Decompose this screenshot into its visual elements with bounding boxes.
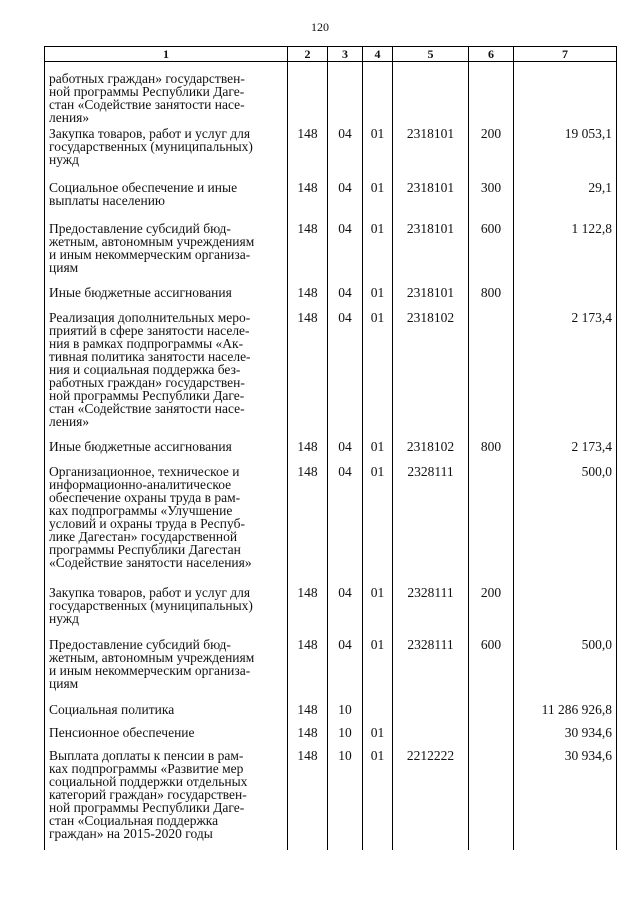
cell-name: Закупка товаров, работ и услуг для государственных (муниципальных) нужд (45, 127, 288, 181)
cell-sec: 04 (328, 181, 363, 222)
cell-name: Организационное, техническое и информационно-аналитическое обеспечение охраны труда в рам- ках подпрограммы «Улучшение условий и охраны труда в Респуб- лике Дагестан» государственной программы Республики Дагестан «Содействие занятости населения» (45, 465, 288, 586)
cell-vr: 800 (469, 440, 514, 465)
cell-vr (469, 465, 514, 586)
cell-sum: 2 173,4 (514, 311, 617, 440)
cell-csr: 2318101 (393, 181, 469, 222)
cell-adm: 148 (288, 638, 328, 703)
cell-vr (469, 703, 514, 726)
cell-sum: 500,0 (514, 465, 617, 586)
table-header-row (45, 47, 617, 62)
cell-name: Предоставление субсидий бюд- жетным, автономным учреждениям и иным некоммерческим организа- циям (45, 222, 288, 286)
cell-sec: 04 (328, 286, 363, 311)
cell-csr: 2318101 (393, 127, 469, 181)
cell-sec: 04 (328, 638, 363, 703)
column-header: 2 (288, 47, 328, 62)
cell-sub: 01 (363, 465, 393, 586)
cell-adm: 148 (288, 703, 328, 726)
page-number: 120 (311, 20, 329, 34)
cell-sum: 2 173,4 (514, 440, 617, 465)
cell-sum (514, 586, 617, 638)
cell-name: Предоставление субсидий бюд- жетным, автономным учреждениям и иным некоммерческим организа- циям (45, 638, 288, 703)
table-row (45, 586, 617, 638)
cell-sub (363, 62, 393, 128)
cell-sec: 04 (328, 586, 363, 638)
cell-sub (363, 703, 393, 726)
cell-sec: 10 (328, 726, 363, 749)
cell-sub: 01 (363, 181, 393, 222)
cell-sub: 01 (363, 749, 393, 850)
table-row (45, 222, 617, 286)
cell-sec: 04 (328, 440, 363, 465)
cell-sum: 30 934,6 (514, 726, 617, 749)
cell-adm: 148 (288, 440, 328, 465)
cell-name: Социальная политика (45, 703, 288, 726)
cell-adm: 148 (288, 311, 328, 440)
cell-csr: 2318101 (393, 286, 469, 311)
table-row (45, 62, 617, 128)
cell-vr: 200 (469, 127, 514, 181)
cell-sub: 01 (363, 311, 393, 440)
cell-vr: 200 (469, 586, 514, 638)
cell-name: Закупка товаров, работ и услуг для государственных (муниципальных) нужд (45, 586, 288, 638)
cell-sub: 01 (363, 638, 393, 703)
table-row (45, 440, 617, 465)
table-row (45, 726, 617, 749)
cell-adm: 148 (288, 726, 328, 749)
cell-adm: 148 (288, 286, 328, 311)
cell-csr: 2328111 (393, 586, 469, 638)
cell-csr: 2328111 (393, 465, 469, 586)
table-row (45, 465, 617, 586)
cell-name: работных граждан» государствен- ной программы Республики Даге- стан «Содействие занятости насе- ления» (45, 62, 288, 128)
cell-adm: 148 (288, 586, 328, 638)
cell-vr: 600 (469, 222, 514, 286)
cell-csr (393, 62, 469, 128)
cell-name: Иные бюджетные ассигнования (45, 286, 288, 311)
cell-sum (514, 286, 617, 311)
cell-vr (469, 311, 514, 440)
cell-sum: 500,0 (514, 638, 617, 703)
cell-sec: 04 (328, 311, 363, 440)
cell-adm (288, 62, 328, 128)
cell-sec: 10 (328, 749, 363, 850)
cell-sub: 01 (363, 222, 393, 286)
cell-vr (469, 726, 514, 749)
cell-sum: 29,1 (514, 181, 617, 222)
table-row (45, 311, 617, 440)
cell-name: Реализация дополнительных меро- приятий в сфере занятости населе- ния в рамках подпрограммы «Ак- тивная политика занятости населе- ния и социальная поддержка без- работных граждан» государствен- ной программы Республики Даге- стан «Содействие занятости насе- ления» (45, 311, 288, 440)
budget-table (44, 46, 617, 850)
cell-sum: 11 286 926,8 (514, 703, 617, 726)
cell-csr (393, 703, 469, 726)
column-header: 3 (328, 47, 363, 62)
column-header: 6 (469, 47, 514, 62)
cell-name: Пенсионное обеспечение (45, 726, 288, 749)
column-header: 5 (393, 47, 469, 62)
cell-sum: 1 122,8 (514, 222, 617, 286)
table-row (45, 703, 617, 726)
cell-adm: 148 (288, 181, 328, 222)
cell-vr: 600 (469, 638, 514, 703)
cell-sec (328, 62, 363, 128)
cell-sec: 04 (328, 127, 363, 181)
cell-sum: 30 934,6 (514, 749, 617, 850)
cell-csr: 2318101 (393, 222, 469, 286)
cell-csr: 2328111 (393, 638, 469, 703)
cell-sum (514, 62, 617, 128)
cell-sec: 04 (328, 222, 363, 286)
cell-vr (469, 62, 514, 128)
cell-sub: 01 (363, 286, 393, 311)
cell-name: Выплата доплаты к пенсии в рам- ках подпрограммы «Развитие мер социальной поддержки отдельных категорий граждан» государствен- ной программы Республики Даге- стан «Социальная поддержка граждан» на 2015-2020 годы (45, 749, 288, 850)
column-header: 7 (514, 47, 617, 62)
table-row (45, 127, 617, 181)
cell-csr: 2212222 (393, 749, 469, 850)
column-header: 1 (45, 47, 288, 62)
table-row (45, 181, 617, 222)
cell-name: Социальное обеспечение и иные выплаты населению (45, 181, 288, 222)
cell-sum: 19 053,1 (514, 127, 617, 181)
cell-adm: 148 (288, 127, 328, 181)
table-row (45, 286, 617, 311)
cell-vr (469, 749, 514, 850)
cell-adm: 148 (288, 465, 328, 586)
cell-sub: 01 (363, 127, 393, 181)
cell-vr: 800 (469, 286, 514, 311)
column-header: 4 (363, 47, 393, 62)
cell-name: Иные бюджетные ассигнования (45, 440, 288, 465)
cell-sec: 04 (328, 465, 363, 586)
cell-vr: 300 (469, 181, 514, 222)
cell-sub: 01 (363, 726, 393, 749)
cell-csr: 2318102 (393, 440, 469, 465)
cell-adm: 148 (288, 222, 328, 286)
cell-sub: 01 (363, 586, 393, 638)
cell-sub: 01 (363, 440, 393, 465)
table-row (45, 749, 617, 850)
table-row (45, 638, 617, 703)
cell-csr (393, 726, 469, 749)
cell-csr: 2318102 (393, 311, 469, 440)
cell-sec: 10 (328, 703, 363, 726)
cell-adm: 148 (288, 749, 328, 850)
